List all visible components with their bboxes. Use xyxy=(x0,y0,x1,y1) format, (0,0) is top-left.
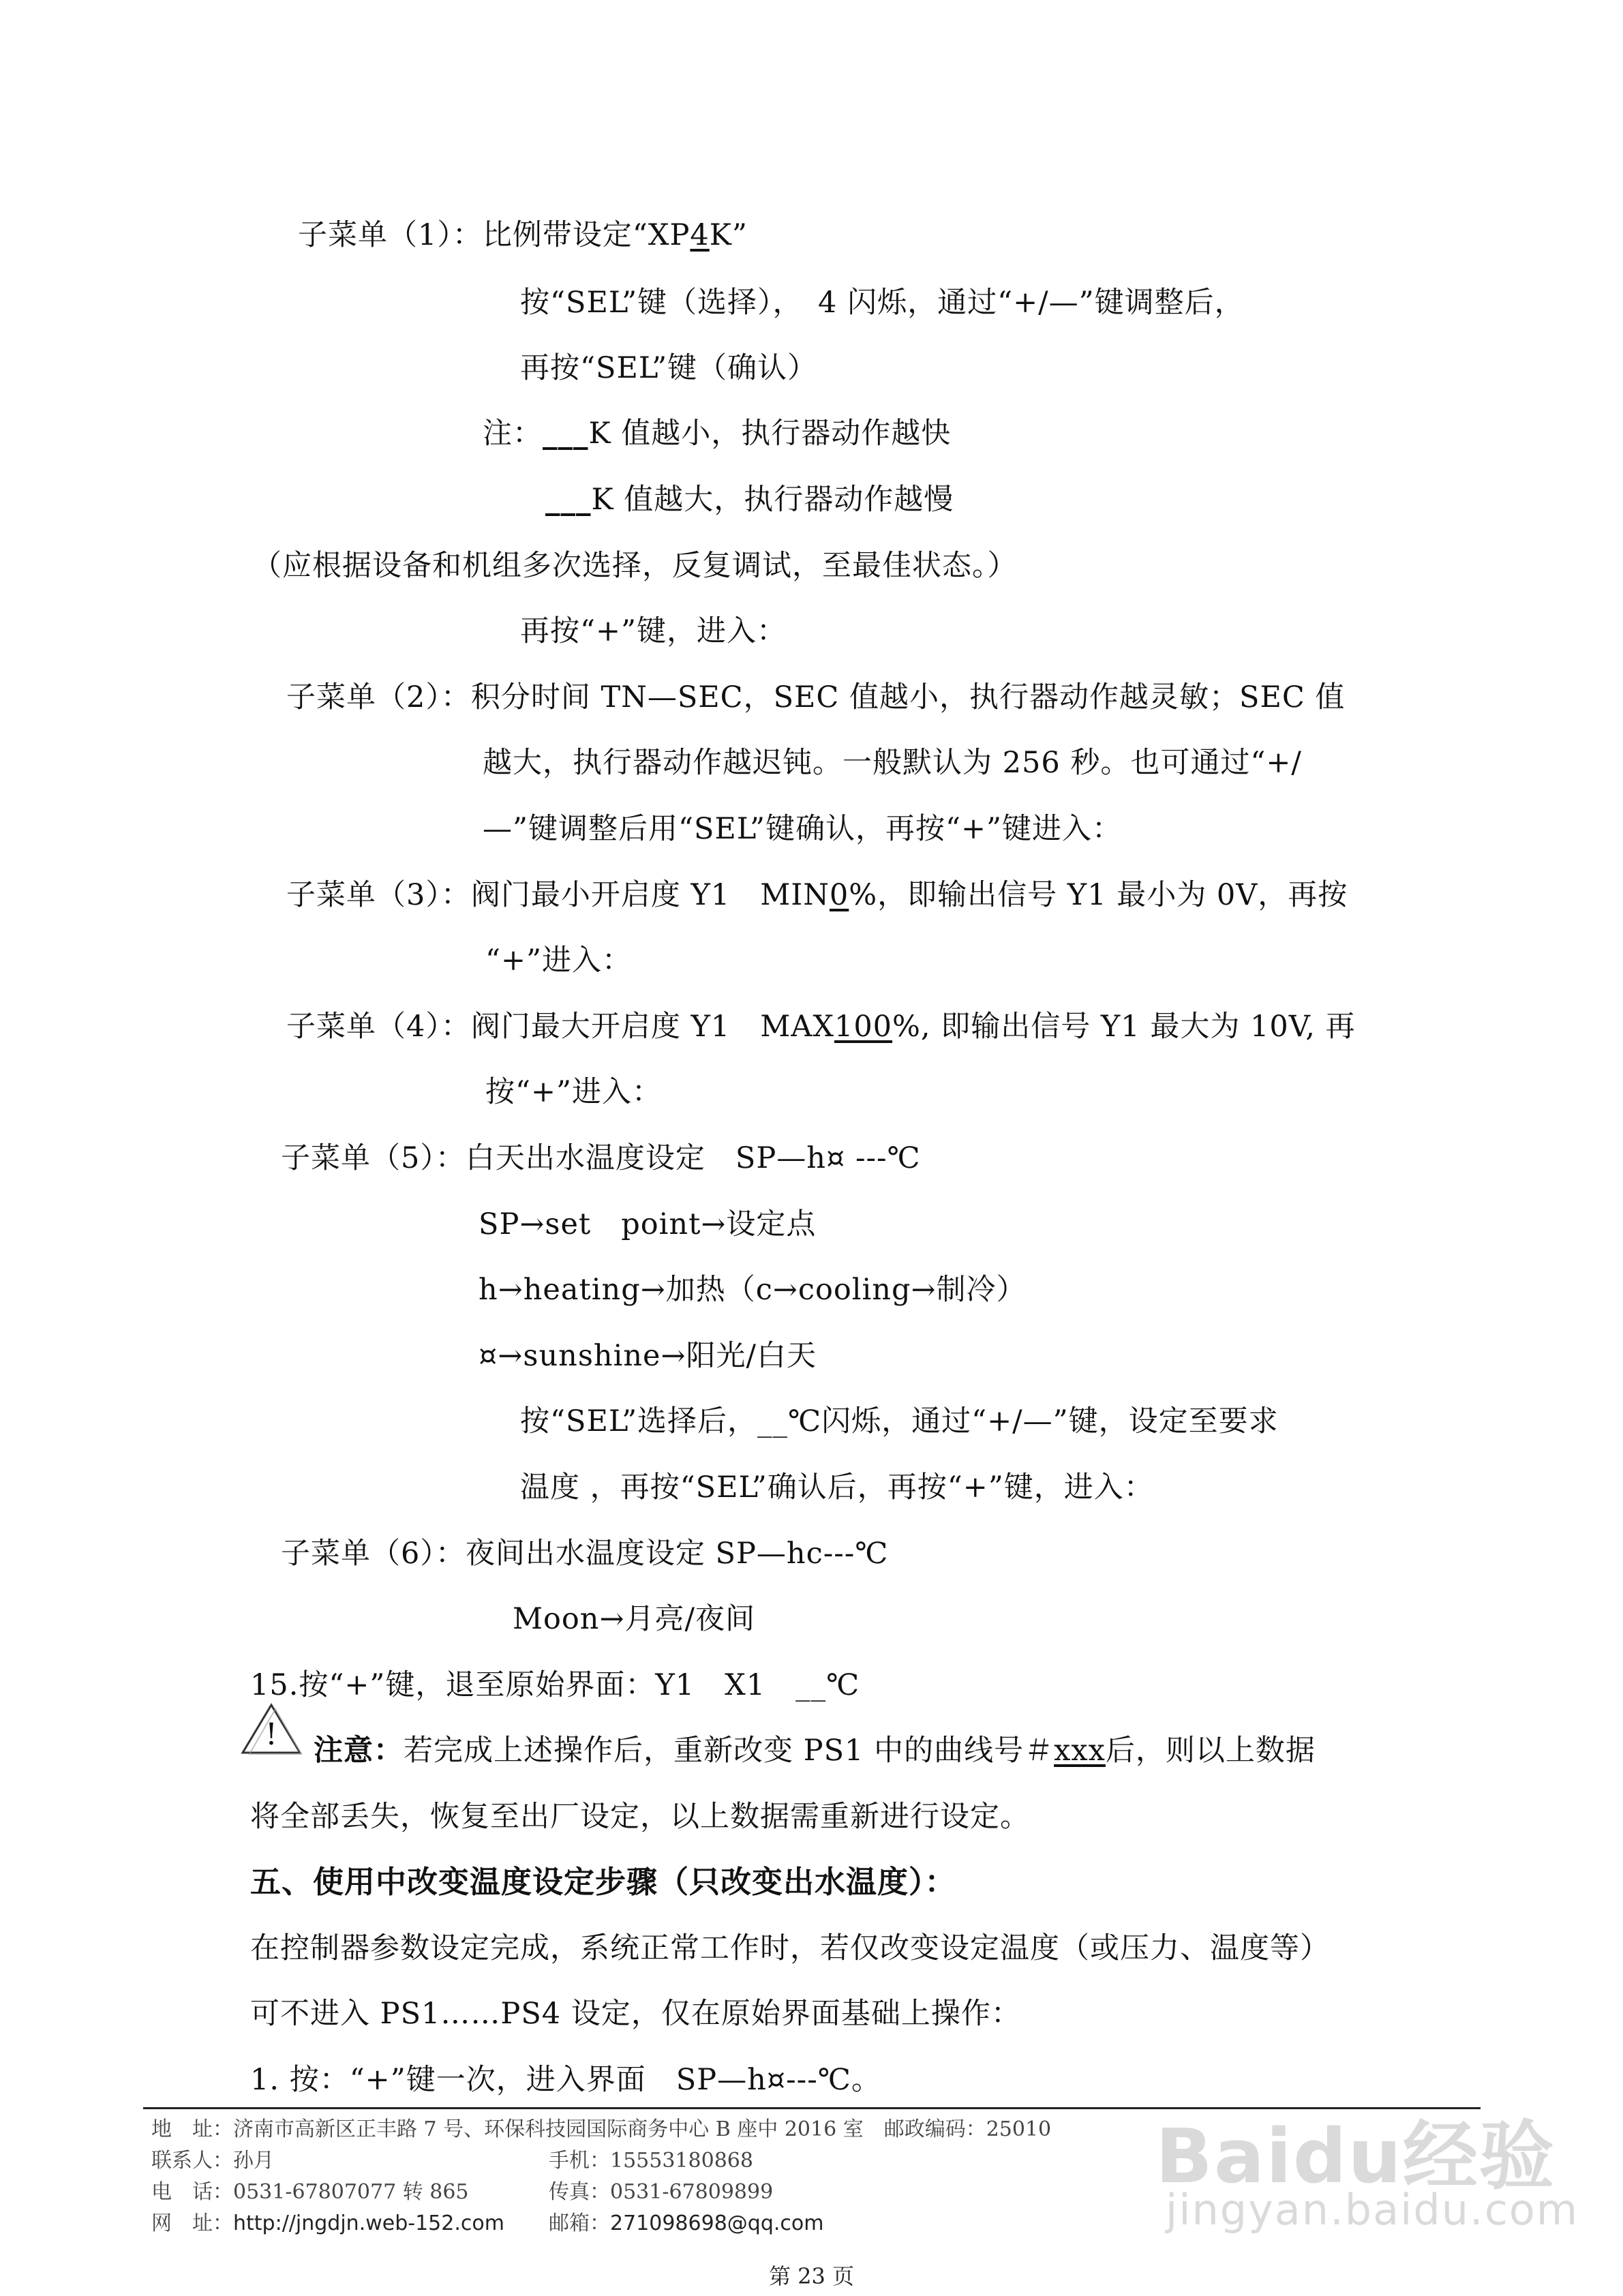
curve-number: xxx xyxy=(1054,1734,1106,1768)
footer-fax: 传真：0531-67809899 xyxy=(549,2180,774,2204)
submenu-5-line: 子菜单（5）：白天出水温度设定 SP—h¤ ---℃ xyxy=(281,1141,921,1175)
instruction-line: 再按“+”键，进入： xyxy=(520,614,787,648)
note-line xyxy=(545,479,954,520)
text: K 值越小，执行器动作越快 xyxy=(588,417,952,451)
step-1-line: 1. 按：“+”键一次，进入界面 SP—h¤---℃。 xyxy=(250,2063,881,2097)
submenu-4-line xyxy=(286,1006,1356,1047)
xp-value: 4 xyxy=(690,218,710,252)
email-link[interactable]: 271098698@qq.com xyxy=(610,2211,824,2235)
min-value: 0 xyxy=(829,878,849,912)
watermark-logo: Baidu经验 xyxy=(1155,2113,1556,2200)
instruction-line: 按“SEL”选择后，__℃闪烁，通过“+/—”键，设定至要求 xyxy=(520,1404,1279,1438)
submenu-6-line: 子菜单（6）：夜间出水温度设定 SP—hc---℃ xyxy=(281,1537,889,1571)
text: K 值越大，执行器动作越慢 xyxy=(591,483,954,517)
footer-web xyxy=(151,2209,504,2239)
website-link[interactable]: http://jngdjn.web-152.com xyxy=(233,2211,504,2235)
footer-email xyxy=(549,2209,823,2239)
note-line xyxy=(483,413,951,454)
text: %，即输出信号 Y1 最小为 0V，再按 xyxy=(849,878,1348,912)
submenu-2-line: 子菜单（2）：积分时间 TN—SEC，SEC 值越小，执行器动作越灵敏；SEC 值 xyxy=(286,680,1346,714)
email-label: 邮箱： xyxy=(549,2211,610,2235)
instruction-line: 再按“SEL”键（确认） xyxy=(520,351,818,385)
max-value: 100 xyxy=(834,1010,893,1044)
footer-phone: 电 话：0531-67807077 转 865 xyxy=(151,2180,469,2204)
footer-address: 地 址：济南市高新区正丰路 7 号、环保科技园国际商务中心 B 座中 2016 室 邮政编码：25010 xyxy=(151,2117,1052,2141)
footer-mobile: 手机：15553180868 xyxy=(549,2149,753,2173)
body-line: 可不进入 PS1……PS4 设定，仅在原始界面基础上操作： xyxy=(250,1997,1021,2031)
blank: ___ xyxy=(545,483,592,517)
instruction-line: 按“SEL”键（选择）， 4 闪烁，通过“+/—”键调整后， xyxy=(520,286,1245,320)
definition-line: h→heating→加热（c→cooling→制冷） xyxy=(479,1273,1027,1307)
body-line: 在控制器参数设定完成，系统正常工作时，若仅改变设定温度（或压力、温度等） xyxy=(250,1931,1330,1965)
text: 若完成上述操作后，重新改变 PS1 中的曲线号＃ xyxy=(404,1734,1055,1768)
step-15-line: 15.按“+”键，退至原始界面：Y1 X1 __℃ xyxy=(250,1668,860,1702)
submenu-4-line: 按“+”进入： xyxy=(485,1075,662,1109)
text: 子菜单（1）：比例带设定“XP xyxy=(298,218,691,252)
text: 子菜单（3）：阀门最小开启度 Y1 MIN xyxy=(286,878,830,912)
blank: ___ xyxy=(543,417,589,451)
submenu-1-line xyxy=(298,215,748,256)
web-label: 网 址： xyxy=(151,2211,233,2235)
text: K” xyxy=(709,218,748,252)
footer-contact: 联系人：孙月 xyxy=(151,2149,274,2173)
watermark-url: jingyan.baidu.com xyxy=(1166,2185,1579,2235)
warning-line: 将全部丢失，恢复至出厂设定，以上数据需重新进行设定。 xyxy=(250,1800,1030,1834)
note-label: 注： xyxy=(483,417,543,451)
text: 后，则以上数据 xyxy=(1105,1734,1316,1768)
submenu-2-line: —”键调整后用“SEL”键确认，再按“+”键进入： xyxy=(483,812,1123,846)
section-heading: 五、使用中改变温度设定步骤（只改变出水温度）： xyxy=(250,1864,956,1900)
submenu-3-line: “+”进入： xyxy=(485,943,632,978)
warning-label: 注意： xyxy=(314,1734,404,1768)
svg-text:!: ! xyxy=(265,1717,277,1752)
definition-line: ¤→sunshine→阳光/白天 xyxy=(479,1339,817,1373)
text: 子菜单（4）：阀门最大开启度 Y1 MAX xyxy=(286,1010,834,1044)
text: %, 即输出信号 Y1 最大为 10V, 再 xyxy=(892,1010,1356,1044)
instruction-line: 温度 ，再按“SEL”确认后，再按“+”键，进入： xyxy=(520,1470,1154,1505)
submenu-3-line xyxy=(286,875,1348,916)
page-number: 第 23 页 xyxy=(768,2263,855,2289)
definition-line: Moon→月亮/夜间 xyxy=(513,1602,756,1636)
note-line: （应根据设备和机组多次选择，反复调试，至最佳状态。） xyxy=(252,549,1018,583)
warning-line xyxy=(314,1730,1316,1771)
submenu-2-line: 越大，执行器动作越迟钝。一般默认为 256 秒。也可通过“+/ xyxy=(483,746,1302,780)
definition-line: SP→set point→设定点 xyxy=(479,1207,817,1241)
warning-icon xyxy=(240,1702,303,1755)
